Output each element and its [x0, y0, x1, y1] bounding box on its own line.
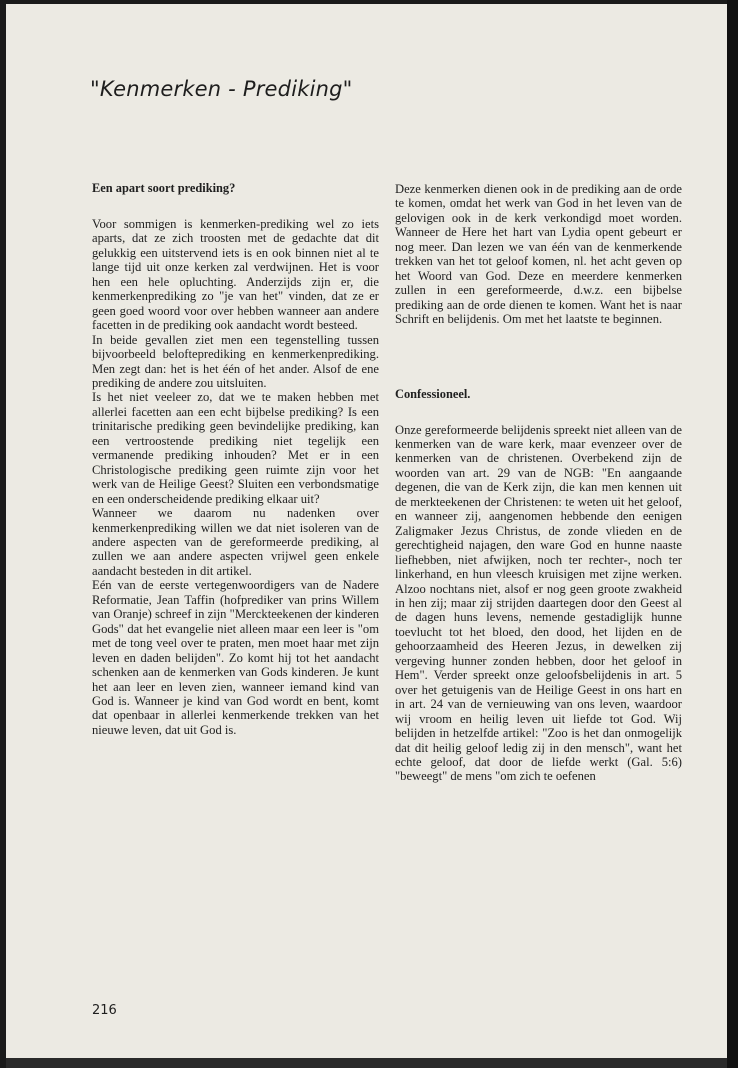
paragraph: Voor sommigen is kenmerken-prediking wel zo iets aparts, dat ze zich troosten met de gedachte dat dit gelukkig een uitstervend iets is en ook binnen niet al te lange tijd uit onze kerken zal verdwijnen. Het is voor hen een hele opluchting. Anderzijds zijn er, die kenmerkenprediking zo "je van het" vinden, dat ze er geen goed woord voor over hebben wanneer aan andere facetten in de prediking ook aandacht wordt besteed.: [92, 217, 379, 333]
paragraph: In beide gevallen ziet men een tegenstelling tussen bijvoorbeeld belofteprediking en kenmerkenprediking. Men zegt dan: het is het één of het ander. Alsof de ene prediking de andere zou uitsluiten.: [92, 332, 379, 390]
left-column: [92, 181, 379, 737]
document-page: [6, 4, 727, 1058]
paragraph-intro: Deze kenmerken dienen ook in de prediking aan de orde te komen, omdat het werk van God in het leven van de gelovigen ook in de kerk verkondigd moet worden. Wanneer de Here het hart van Lydia opent gebeurt er nog meer. Dan lezen we van één van de kenmerkende trekken van het tot geloof komen, nl. het acht geven op het Woord van God. Deze en meerdere kenmerken zullen in een gereformeerde, d.w.z. een bijbelse prediking aan de orde dienen te komen. Want het is naar Schrift en belijdenis. Om met het laatste te beginnen.: [395, 182, 682, 327]
scan-edge-bottom: [6, 1058, 727, 1068]
section-heading-confessioneel: Confessioneel.: [395, 386, 471, 401]
section-heading-apart: Een apart soort prediking?: [92, 181, 236, 195]
paragraph-body: Onze gereformeerde belijdenis spreekt niet alleen van de kenmerken van de ware kerk, maar evenzeer over de kenmerken van de christenen. Overbekend zijn de woorden van art. 29 van de NGB: "En aangaande degenen, die van de Kerk zijn, die kan men kennen uit de merkteekenen der Christenen: te weten uit het geloof, en wanneer zij, aangenomen hebbende den eenigen Zaligmaker Jezus Christus, de zonde vlieden en de gerechtigheid najagen, den ware God en hunne naaste liefhebben, niet afwijken, noch ter rechter-, noch ter linkerhand, en hun vleesch kruisigen met zijne werken. Alzoo nochtans niet, alsof er nog geen groote zwakheid in hen zij; maar zij strijden daartegen door den Geest al de dagen huns levens, nemende gestadiglijk hunne toevlucht tot het bloed, den dood, het lijden en de gehoorzaamheid des Heeren Jezus, in dewelken zij vergeving hunner zonden hebben, door het geloof in Hem". Verder spreekt onze geloofsbelijdenis in art. 5 over het getuigenis van de Heilige Geest in ons hart en in art. 24 van de vernieuwing van ons leven, waardoor wij vroom en heilig leven uit liefde tot God. Wij belijden in hetzelfde artikel: "Zoo is het dan onmogelijk dat dit heilig geloof ledig zij in den mensch", want het echte geloof, dat door de liefde werkt (Gal. 5:6) "beweegt" de mens "om zich te oefenen: [395, 422, 682, 784]
right-column: [395, 182, 682, 784]
article-title: "Kenmerken - Prediking": [90, 77, 353, 101]
paragraph: Eén van de eerste vertegenwoordigers van de Nadere Reformatie, Jean Taffin (hofprediker van prins Willem van Oranje) schreef in zijn "Merckteekenen der kinderen Gods" dat het evangelie niet alleen maar een leer is "om met de tong veel over te praten, men moet haar met zijn leven en daden belijden". Zo komt hij tot het aandacht schenken aan de kenmerken van Gods kinderen. Je kunt het aan leer en leven zien, wanneer iemand kind van God is. Wanneer je kind van God wordt en bent, komt dat openbaar in allerlei kenmerkende trekken van het nieuwe leven, dat uit God is.: [92, 578, 379, 737]
scan-edge-right: [727, 0, 738, 1068]
page-number: 216: [92, 1003, 117, 1018]
paragraph: Wanneer we daarom nu nadenken over kenmerkenprediking willen we dat niet isoleren van de andere aspecten van de gereformeerde prediking, al zullen we aan andere aspecten vrijwel geen enkele aandacht besteden in dit artikel.: [92, 506, 379, 578]
paragraph: Is het niet veeleer zo, dat we te maken hebben met allerlei facetten aan een echt bijbelse prediking? Is een trinitarische prediking geen bevindelijke prediking, kan een vertroostende prediking niet tegelijk een vermanende prediking inhouden? Met er in een Christologische prediking geen ruimte zijn voor het werk van de Heilige Geest? Sluiten een verbondsmatige en een onderscheidende prediking elkaar uit?: [92, 390, 379, 506]
